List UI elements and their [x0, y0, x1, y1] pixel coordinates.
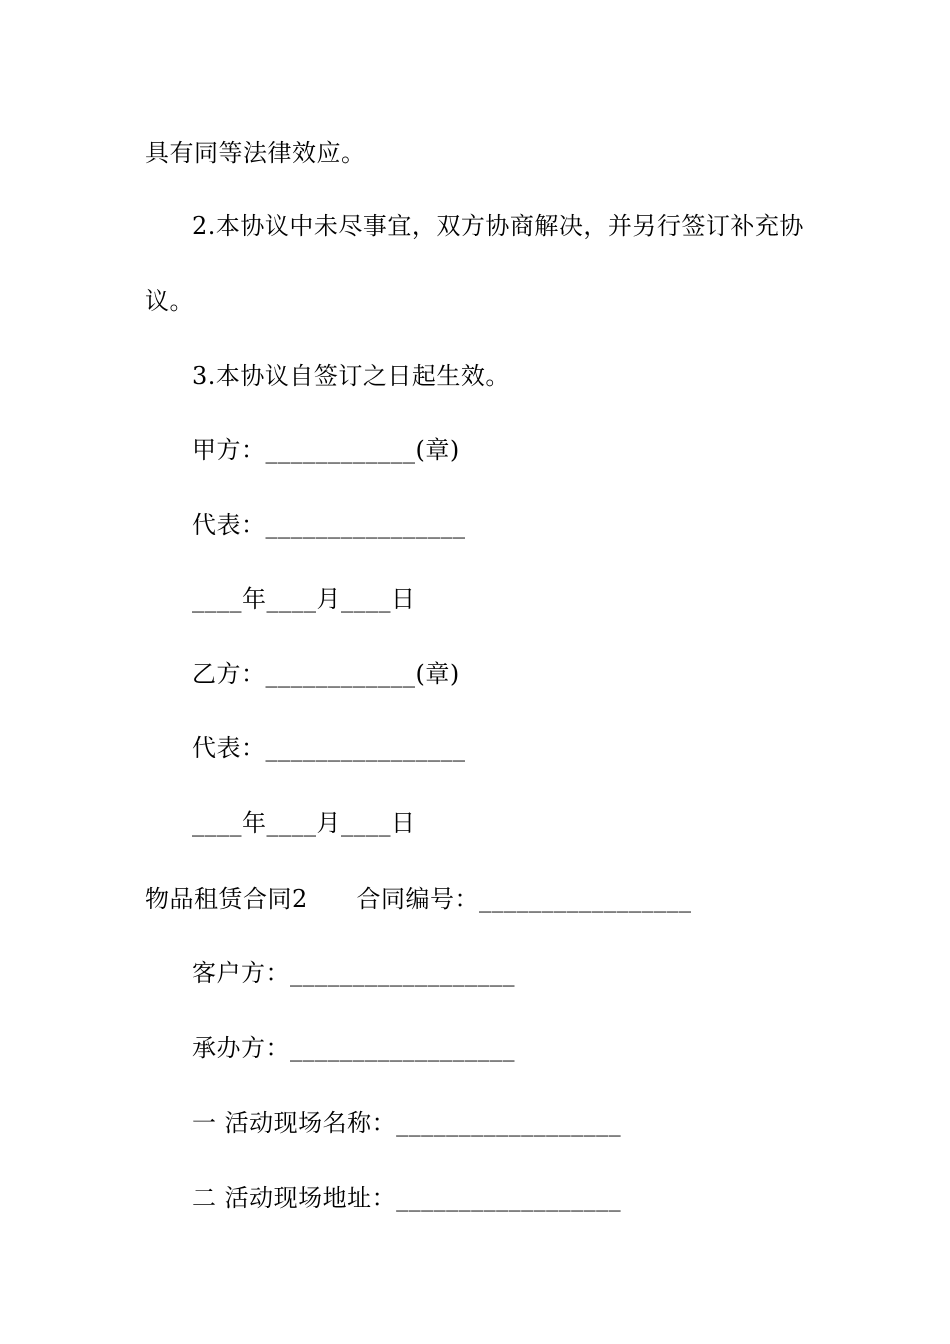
party-b-line: 乙方：____________(章)	[192, 660, 460, 688]
client-line: 客户方：__________________	[192, 959, 515, 987]
text-line: 议。	[145, 287, 194, 315]
party-a-representative-line: 代表：________________	[192, 511, 466, 539]
party-a-line: 甲方：____________(章)	[192, 436, 460, 464]
venue-address-line: 二 活动现场地址：__________________	[192, 1184, 622, 1212]
clause-3-text: 3.本协议自签订之日起生效。	[192, 362, 510, 390]
party-a-date-line: ____年____月____日	[192, 585, 416, 613]
contractor-line: 承办方：__________________	[192, 1034, 515, 1062]
text-line: 具有同等法律效应。	[145, 139, 366, 167]
venue-name-line: 一 活动现场名称：__________________	[192, 1109, 622, 1137]
party-b-date-line: ____年____月____日	[192, 809, 416, 837]
clause-2-text: 2.本协议中未尽事宜，双方协商解决，并另行签订补充协	[192, 212, 804, 240]
party-b-representative-line: 代表：________________	[192, 734, 466, 762]
contract-title-line: 物品租赁合同2 合同编号：_________________	[145, 885, 692, 913]
